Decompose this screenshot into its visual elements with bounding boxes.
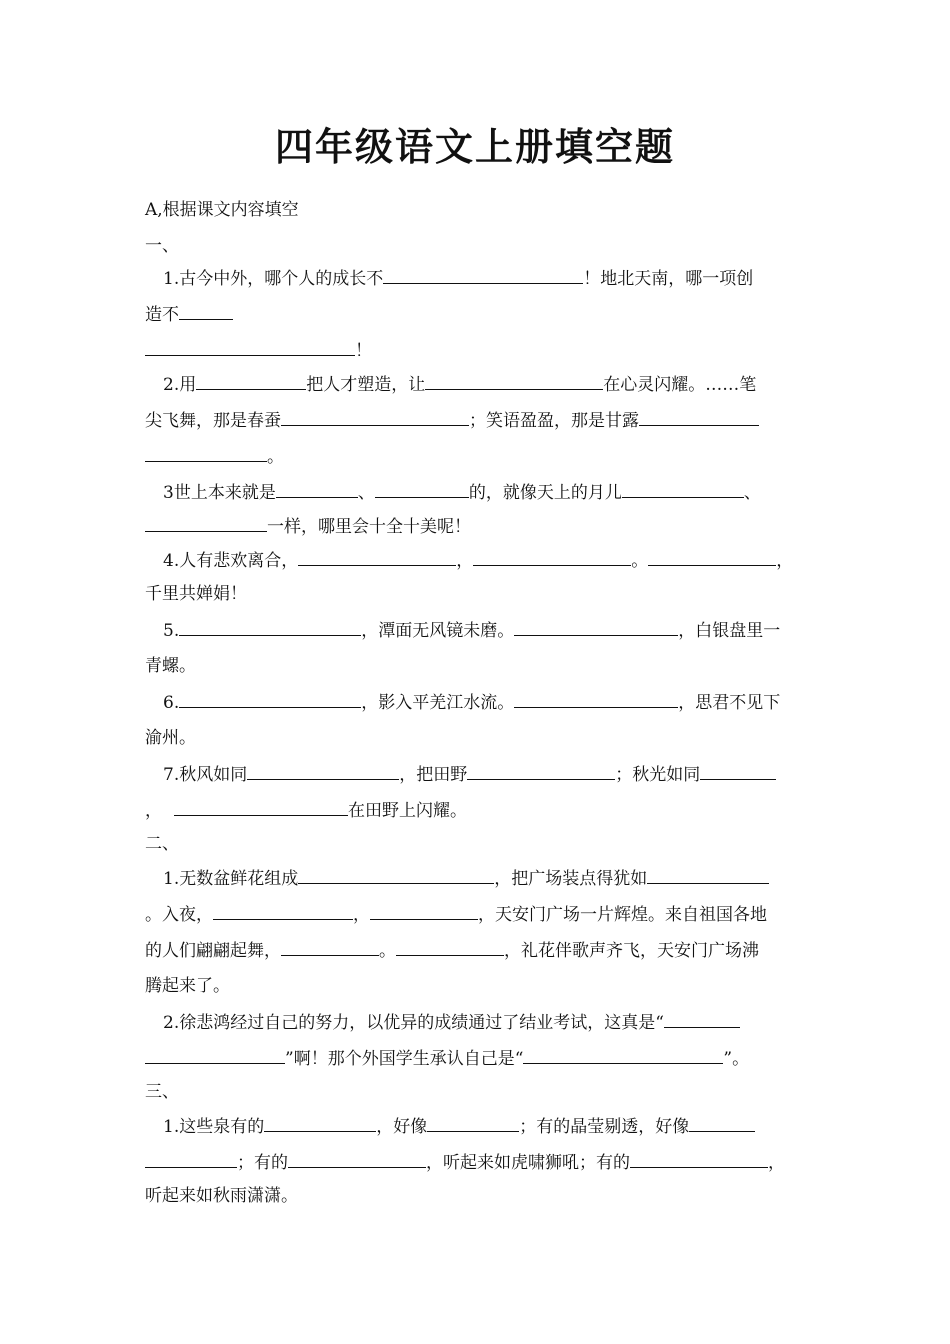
answer-blank[interactable] bbox=[375, 480, 469, 498]
question-1-6: 6. ，影入平羌江水流。 ，思君不见下 bbox=[163, 690, 780, 715]
answer-blank[interactable] bbox=[213, 902, 353, 920]
answer-blank[interactable] bbox=[247, 762, 399, 780]
answer-blank[interactable] bbox=[648, 548, 776, 566]
question-1-2-cont: 尖飞舞，那是春蚕 ；笑语盈盈，那是甘露 bbox=[145, 408, 759, 433]
question-1-3: 3世上本来就是 、 的，就像天上的月儿 、 bbox=[163, 480, 761, 505]
question-1-5: 5. ，潭面无风镜未磨。 ，白银盘里一 bbox=[163, 618, 780, 643]
answer-blank[interactable] bbox=[145, 338, 355, 356]
answer-blank[interactable] bbox=[523, 1046, 723, 1064]
answer-blank[interactable] bbox=[276, 480, 358, 498]
section-heading-3: 三、 bbox=[145, 1082, 179, 1102]
answer-blank[interactable] bbox=[425, 372, 603, 390]
answer-blank[interactable] bbox=[700, 762, 776, 780]
answer-blank[interactable] bbox=[196, 372, 306, 390]
answer-blank[interactable] bbox=[647, 866, 769, 884]
answer-blank[interactable] bbox=[179, 618, 361, 636]
answer-blank[interactable] bbox=[179, 690, 361, 708]
answer-blank[interactable] bbox=[514, 618, 678, 636]
question-3-1-cont: ；有的 ，听起来如虎啸狮吼；有的 ， bbox=[145, 1150, 785, 1175]
answer-blank[interactable] bbox=[288, 1150, 426, 1168]
answer-blank[interactable] bbox=[622, 480, 744, 498]
answer-blank[interactable] bbox=[664, 1010, 740, 1028]
answer-blank[interactable] bbox=[179, 302, 233, 320]
answer-blank[interactable] bbox=[281, 408, 469, 426]
answer-blank[interactable] bbox=[396, 938, 504, 956]
question-1-1: 1.古今中外，哪个人的成长不 ！地北天南，哪一项创 bbox=[163, 266, 753, 291]
answer-blank[interactable] bbox=[630, 1150, 768, 1168]
question-1-4: 4.人有悲欢离合， ， 。 ， bbox=[163, 548, 793, 573]
question-3-1: 1.这些泉有的 ，好像 ；有的晶莹剔透，好像 bbox=[163, 1114, 755, 1139]
question-2-1-cont: 。入夜， ， ，天安门广场一片辉煌。来自祖国各地 bbox=[145, 902, 767, 927]
answer-blank[interactable] bbox=[639, 408, 759, 426]
answer-blank[interactable] bbox=[145, 444, 267, 462]
subtitle: A,根据课文内容填空 bbox=[145, 200, 299, 220]
question-1-7-cont: ， 在田野上闪耀。 bbox=[145, 798, 467, 823]
answer-blank[interactable] bbox=[145, 1046, 285, 1064]
answer-blank[interactable] bbox=[689, 1114, 755, 1132]
answer-blank[interactable] bbox=[370, 902, 478, 920]
question-1-6-cont: 渝州。 bbox=[145, 728, 196, 748]
question-2-2: 2.徐悲鸿经过自己的努力，以优异的成绩通过了结业考试，这真是“ bbox=[163, 1010, 740, 1035]
question-1-2: 2.用 把人才塑造，让 在心灵闪耀。……笔 bbox=[163, 372, 756, 397]
section-heading-1: 一、 bbox=[145, 236, 179, 256]
answer-blank[interactable] bbox=[264, 1114, 376, 1132]
answer-blank[interactable] bbox=[174, 798, 348, 816]
answer-blank[interactable] bbox=[427, 1114, 519, 1132]
answer-blank[interactable] bbox=[298, 866, 494, 884]
answer-blank[interactable] bbox=[298, 548, 456, 566]
question-2-1-cont: 的人们翩翩起舞， 。 ，礼花伴歌声齐飞，天安门广场沸 bbox=[145, 938, 759, 963]
question-2-1-cont: 腾起来了。 bbox=[145, 976, 230, 996]
question-1-1-cont: 造不 bbox=[145, 302, 233, 327]
question-3-1-cont: 听起来如秋雨潇潇。 bbox=[145, 1186, 298, 1206]
answer-blank[interactable] bbox=[467, 762, 615, 780]
question-1-4-cont: 千里共婵娟！ bbox=[145, 584, 247, 604]
answer-blank[interactable] bbox=[473, 548, 631, 566]
question-2-2-cont: ”啊！那个外国学生承认自己是“ ”。 bbox=[145, 1046, 749, 1071]
question-1-1-cont: ！ bbox=[145, 338, 372, 363]
question-1-3-cont: 一样，哪里会十全十美呢！ bbox=[145, 514, 471, 539]
section-heading-2: 二、 bbox=[145, 834, 179, 854]
answer-blank[interactable] bbox=[383, 266, 583, 284]
question-1-7: 7.秋风如同 ，把田野 ；秋光如同 bbox=[163, 762, 776, 787]
answer-blank[interactable] bbox=[145, 514, 267, 532]
question-1-2-cont: 。 bbox=[145, 444, 284, 469]
answer-blank[interactable] bbox=[145, 1150, 237, 1168]
page-title: 四年级语文上册填空题 bbox=[274, 124, 675, 169]
answer-blank[interactable] bbox=[281, 938, 379, 956]
question-1-5-cont: 青螺。 bbox=[145, 656, 196, 676]
answer-blank[interactable] bbox=[514, 690, 678, 708]
question-2-1: 1.无数盆鲜花组成 ，把广场装点得犹如 bbox=[163, 866, 769, 891]
